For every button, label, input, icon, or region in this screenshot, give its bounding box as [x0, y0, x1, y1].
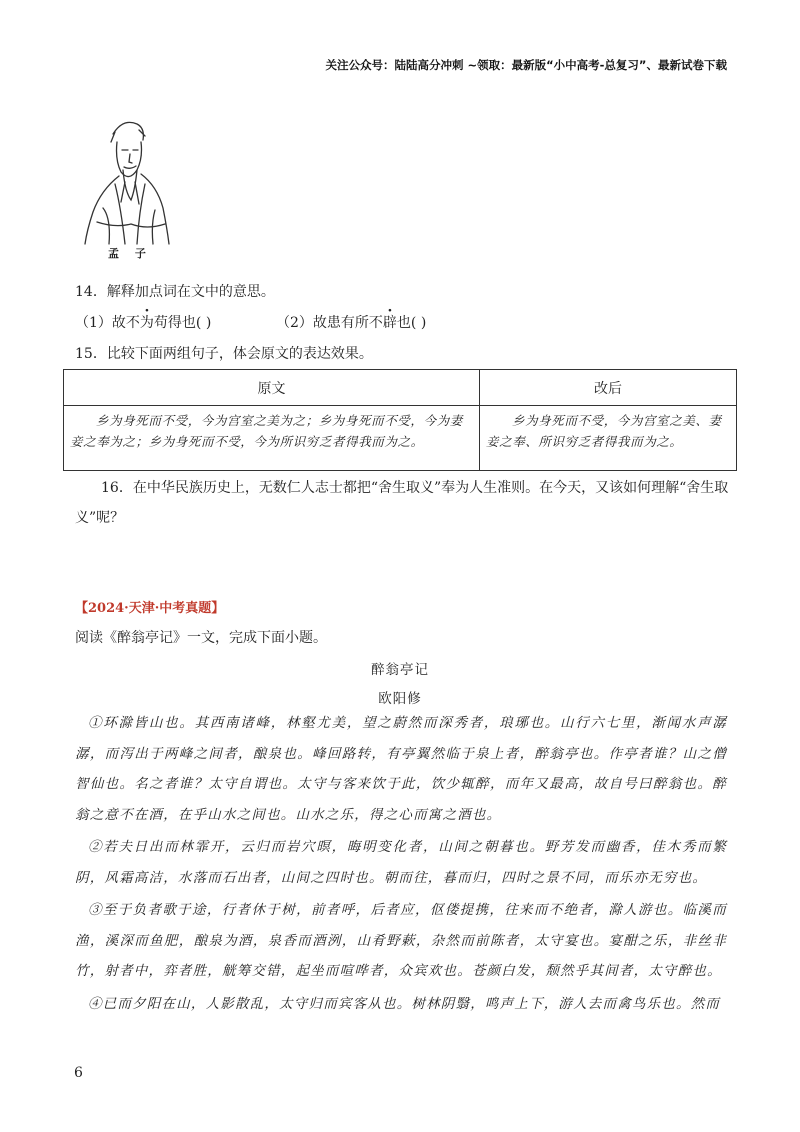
emphasis-dot-char: 辟	[382, 315, 397, 331]
table-cell-revised: 乡为身死而不受，今为宫室之美、妻妾之奉、所识穷乏者得我而为之。	[480, 406, 737, 471]
reading-intro: 阅读《醉翁亭记》一文，完成下面小题。	[75, 630, 327, 646]
page-header: 关注公众号：陆陆高分冲刺 ~领取：最新版“小中高考-总复习”、最新试卷下载	[325, 58, 727, 72]
portrait-caption: 孟 子	[108, 247, 152, 260]
page-number: 6	[74, 1065, 83, 1081]
comparison-table	[63, 369, 737, 471]
question-14-item-2: （2）故患有所不辟也( )	[276, 312, 426, 332]
table-header-revised: 改后	[480, 370, 737, 406]
passage-body	[75, 708, 727, 1021]
table-header-original: 原文	[64, 370, 480, 406]
question-16-line-1: 16．在中华民族历史上，无数仁人志士都把“舍生取义”奉为人生准则。在今天，又该如何理解“舍生取	[101, 480, 729, 496]
question-14-item-1: （1）故不为苟得也( )	[75, 312, 211, 332]
passage-paragraph-3: ③至于负者歌于途，行者休于树，前者呼，后者应，伛偻提携，往来而不绝者，滁人游也。临溪而渔，溪深而鱼肥，酿泉为酒，泉香而酒洌，山肴野蔌，杂然而前陈者，太守宴也。宴酣之乐，非丝非竹，射者中，弈者胜，觥筹交错，起坐而喧哗者，众宾欢也。苍颜白发，颓然乎其间者，太守醉也。	[75, 902, 727, 979]
mencius-portrait	[75, 112, 175, 260]
table-cell-original: 乡为身死而不受，今为宫室之美为之；乡为身死而不受，今为妻妾之奉为之；乡为身死而不受，今为所识穷乏者得我而为之。	[64, 406, 480, 471]
passage-author: 欧阳修	[378, 691, 422, 707]
question-14-title: 14．解释加点词在文中的意思。	[75, 284, 275, 300]
passage-paragraph-4: ④已而夕阳在山，人影散乱，太守归而宾客从也。树林阴翳，鸣声上下，游人去而禽鸟乐也。然而	[88, 995, 721, 1012]
question-16-line-2: 义”呢？	[75, 510, 125, 526]
question-15-title: 15．比较下面两组句子，体会原文的表达效果。	[75, 346, 373, 362]
passage-paragraph-2: ②若夫日出而林霏开，云归而岩穴暝，晦明变化者，山间之朝暮也。野芳发而幽香，佳木秀而繁阴，风霜高洁，水落而石出者，山间之四时也。朝而往，暮而归，四时之景不同，而乐亦无穷也。	[75, 839, 727, 886]
exam-source-tag: 【2024·天津·中考真题】	[75, 601, 225, 616]
passage-paragraph-1: ①环滁皆山也。其西南诸峰，林壑尤美，望之蔚然而深秀者，琅琊也。山行六七里，渐闻水声潺潺，而泻出于两峰之间者，酿泉也。峰回路转，有亭翼然临于泉上者，醉翁亭也。作亭者谁？山之僧智仙也。名之者谁？太守自谓也。太守与客来饮于此，饮少辄醉，而年又最高，故自号曰醉翁也。醉翁之意不在酒，在乎山水之间也。山水之乐，得之心而寓之酒也。	[75, 715, 727, 823]
emphasis-dot-char: 为	[139, 315, 154, 331]
passage-title: 醉翁亭记	[371, 662, 429, 678]
